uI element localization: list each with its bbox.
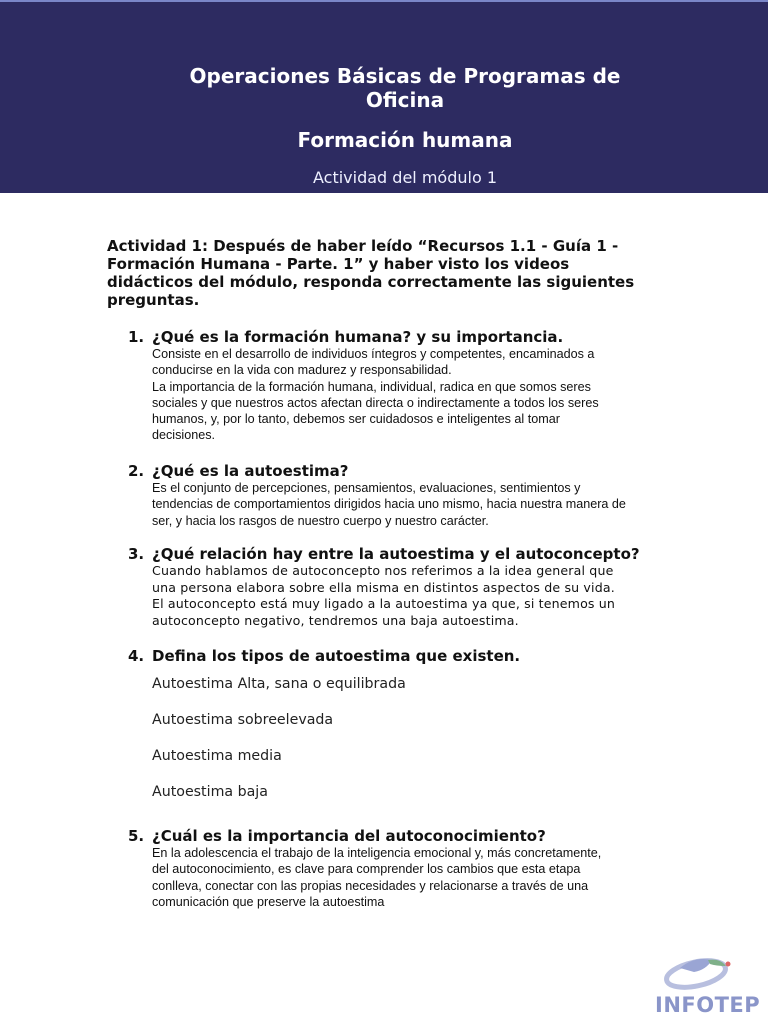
question-text: ¿Qué es la autoestima? [152,462,349,480]
answer-text: En la adolescencia el trabajo de la inteligencia emocional y, más concretamente, del autoconocimiento, es clave para comprender los cambios que esta etapa conlleva, conectar con las propias necesidades y relacionarse a través de una comunicación que preserve la autoestima [152,846,602,909]
question-item-2 [128,462,658,529]
document-header [0,0,768,193]
list-item: Autoestima baja [152,784,268,800]
question-item-1 [128,328,658,444]
self-esteem-types-list [152,675,658,819]
document-subtitle: Formación humana [297,128,513,152]
question-item-3 [128,545,658,629]
question-heading [128,647,658,665]
list-item: Autoestima sobreelevada [152,712,334,728]
question-number: 5. [128,827,145,845]
list-item: Autoestima Alta, sana o equilibrada [152,676,406,692]
question-heading [128,827,658,845]
question-item-5 [128,827,658,910]
question-item-4 [128,647,658,819]
question-heading [128,328,658,346]
question-text: ¿Qué es la formación humana? y su importancia. [152,328,564,346]
question-heading [128,462,658,480]
question-text: ¿Qué relación hay entre la autoestima y el autoconcepto? [152,545,640,563]
answer-text: Es el conjunto de percepciones, pensamientos, evaluaciones, sentimientos y tendencias de comportamientos dirigidos hacia uno mismo, hacia nuestra manera de ser, y hacia los rasgos de nuestro cuerpo y nuestro carácter. [152,481,626,528]
question-number: 3. [128,545,145,563]
activity-label: Actividad del módulo 1 [313,168,497,187]
activity-instructions: Actividad 1: Después de haber leído “Recursos 1.1 - Guía 1 - Formación Humana - Parte. 1” y haber visto los videos didácticos del módulo, responda correctamente las siguientes preguntas. [107,237,635,309]
question-number: 1. [128,328,145,346]
list-item: Autoestima media [152,748,282,764]
document-title: Operaciones Básicas de Programas de Oficina [189,64,621,112]
infotep-logo-text: INFOTEP [655,993,761,1017]
question-text: Defina los tipos de autoestima que existen. [152,647,521,665]
question-text: ¿Cuál es la importancia del autoconocimiento? [152,827,546,845]
answer-text: Cuando hablamos de autoconcepto nos referimos a la idea general que una persona elabora sobre ella misma en distintos aspectos de su vida. El autoconcepto está muy ligado a la autoestima ya que, si tenemos un autoconcepto negativo, tendremos una baja autoestima. [152,563,616,628]
question-number: 4. [128,647,145,665]
question-number: 2. [128,462,145,480]
answer-text: Consiste en el desarrollo de individuos íntegros y competentes, encaminados a conducirse en la vida con madurez y responsabilidad. La importancia de la formación humana, individual, radica en que somos seres sociales y que nuestros actos afectan directa o indirectamente a todos los seres humanos, y, por lo tanto, debemos ser cuidadosos e inteligentes al tomar decisiones. [152,347,599,443]
question-heading [128,545,658,563]
